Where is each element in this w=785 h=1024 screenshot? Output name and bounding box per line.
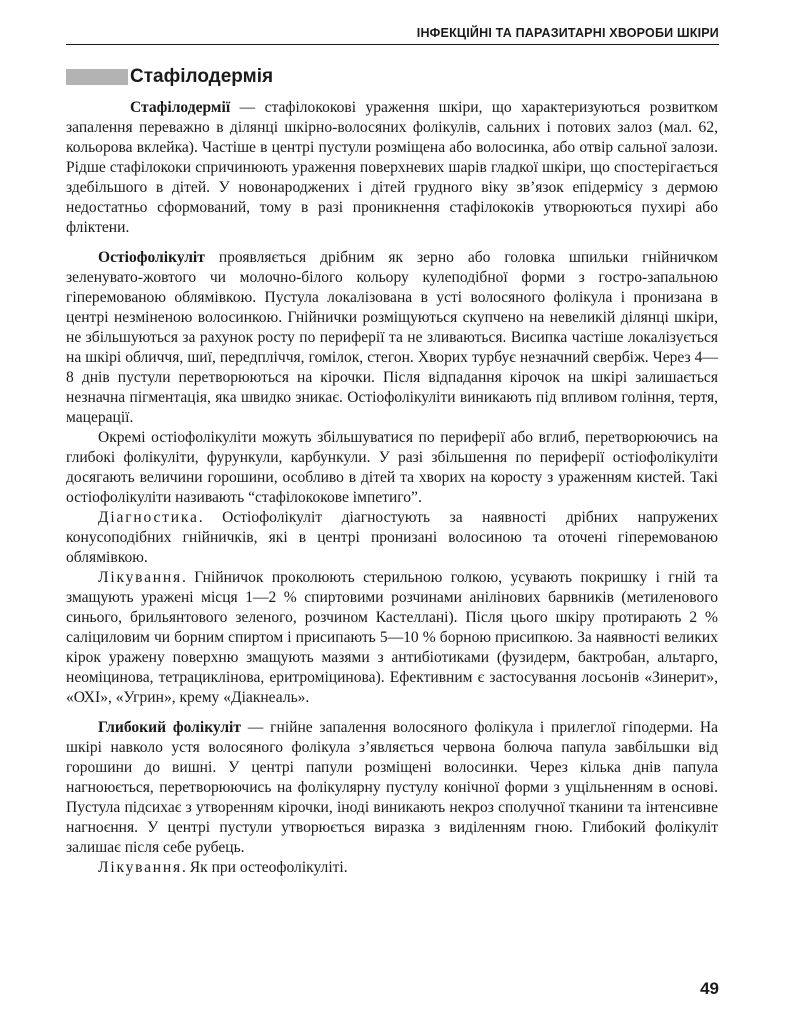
label-treatment: Лікування	[98, 859, 182, 876]
paragraph-text: — стафілококові ураження шкіри, що характеризуються розвитком запалення переважно в ділянці шкірно-волосяних фолікулів, сальних і потових залоз (мал. 62, кольорова вклейка). Частіше в центрі пустули розміщена або волосинка, або отвір сальної залози. Рідше стафілококи спричинюють ураження поверхневих шарів гладкої шкіри, що спостерігається здебільшого в дітей. У новонароджених і дітей грудного віку зв’язок епідермісу з дермою недостатньо сформований, тому в разі проникнення стафілококів утворюються пухирі або фліктени.	[66, 99, 718, 236]
paragraph-deep-folliculitis	[66, 718, 718, 858]
page-number: 49	[700, 979, 719, 998]
paragraph-deep-treatment	[66, 858, 718, 878]
paragraph-ostiofolliculitis-growth: Окремі остіофолікуліти можуть збільшуватися по периферії або вглиб, перетворюючись на глибокі фолікуліти, фурункули, карбункули. У разі збільшення по периферії остіофолікуліти досягають величини горошини, особливо в дітей та хворих на коросту з ураженням кистей. Такі остіофолікуліти називають “стафілококове імпетиго”.	[66, 429, 718, 506]
paragraph-ostiofolliculitis	[66, 248, 718, 428]
page-body	[66, 98, 718, 878]
section-marker-bar	[66, 69, 128, 85]
paragraph-treatment	[66, 568, 718, 708]
paragraph-text: . Як при остеофолікуліті.	[182, 859, 348, 876]
section-heading	[66, 66, 719, 88]
label-treatment: Лікування	[98, 569, 182, 586]
running-head: ІНФЕКЦІЙНІ ТА ПАРАЗИТАРНІ ХВОРОБИ ШКІРИ	[66, 26, 719, 45]
paragraph-diagnostics	[66, 508, 718, 568]
paragraph-text: проявляється дрібним як зерно або головка шпильки гнійничком зеленувато-жовтого чи молочно-білого кольору кулеподібної форми з гостро-запальною гіперемованою облямівкою. Пустула локалізована в усті волосяного фолікула і пронизана в центрі незміненою волосинкою. Гнійнички розміщуються скупчено на невеликій ділянці шкіри, не збільшуються за рахунок росту по периферії та не зливаються. Висипка частіше локалізується на шкірі обличчя, шиї, передпліччя, гомілок, стегон. Хворих турбує незначний свербіж. Через 4—8 днів пустули перетворюються на кірочки. Після відпадання кірочок на шкірі залишається незначна пігментація, яка швидко зникає. Остіофолікуліти виникають під впливом гоління, тертя, мацерації.	[66, 249, 718, 426]
section-title: Стафілодермія	[130, 66, 274, 87]
paragraph-staphyloderma	[66, 98, 718, 238]
paragraph-text: — гнійне запалення волосяного фолікула і прилеглої гіподерми. На шкірі навколо устя волосяного фолікула з’являється червона болюча папула завбільшки від горошини до вишні. У центрі папули розміщені волосинки. Через кілька днів папула нагноюється, перетворюючись на фолікулярну пустулу конічної форми з ущільненням в основі. Пустула підсихає з утворенням кірочки, іноді виникають некроз сполучної тканини та інтенсивне нагноєння. У центрі пустули утворюється виразка з виділенням гною. Глибокий фолікуліт залишає після себе рубець.	[66, 719, 718, 856]
paragraph-text: . Остіофолікуліт діагностують за наявності дрібних напружених конусоподібних гнійничків, які в центрі пронизані волосиною та оточені гіперемованою облямівкою.	[66, 509, 718, 566]
term-ostiofolliculitis: Остіофолікуліт	[98, 249, 205, 266]
label-diagnostics: Діагностика	[98, 509, 199, 526]
paragraph-text: . Гнійничок проколюють стерильною голкою, усувають покришку і гній та змащують уражені місця 1—2 % спиртовими розчинами анілінових барвників (метиленового синього, брильянтового зеленого, розчином Кастеллані). Після цього шкіру протирають 2 % саліциловим чи борним спиртом і присипають 5—10 % борною присипкою. За наявності великих кірок уражену поверхню змащують мазями з антибіотиками (фузидерм, бактробан, альтарго, неоміцинова, тетрациклінова, еритроміцинова). Ефективним є застосування лосьонів «Зинерит», «ОХІ», «Угрин», крему «Діакнеаль».	[66, 569, 718, 706]
term-deep-folliculitis: Глибокий фолікуліт	[98, 719, 241, 736]
term-staphyloderma: Стафілодермії	[130, 99, 231, 116]
